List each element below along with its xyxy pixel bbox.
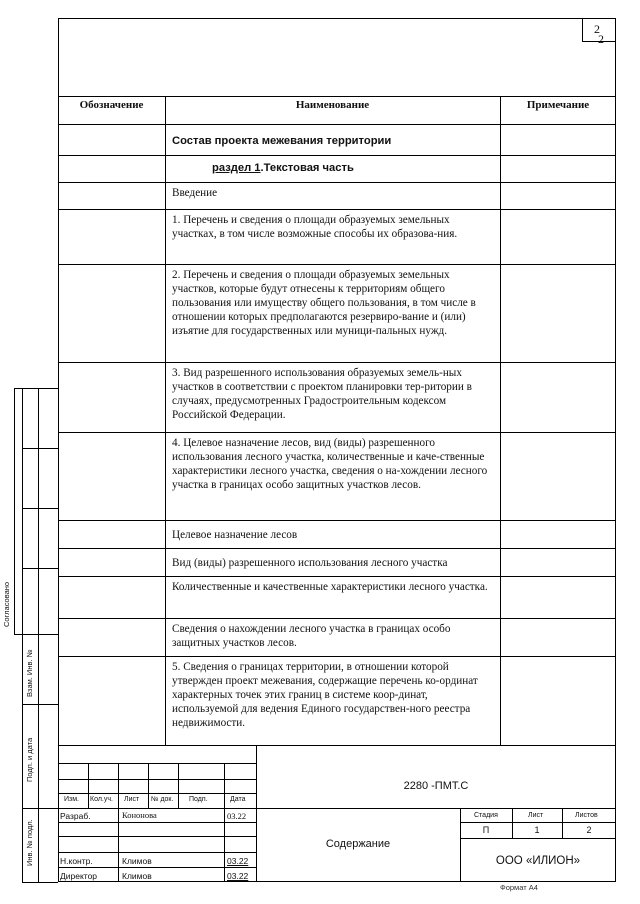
table-title: Состав проекта межевания территории [172,135,392,147]
col-qty: Кол.уч. [90,796,113,803]
row-5: 5. Сведения о границах территории, в отношении которой утвержден проект межевания, содержащие перечень ко-ординат характерных точек этих границ в системе коор-динат, используемой для ведения Единого государствен-ного реестра недвижимости. [172,661,478,729]
norm-control-name: Климов [122,856,152,866]
section-suffix: .Текстовая часть [260,162,354,174]
row-4: 4. Целевое назначение лесов, вид (виды) разрешенного использования лесного участка, количественные и каче-ственные характеристики лесного участка, сведения о на-хождении лесного участка в границах особо защитных участков лесов. [172,437,488,491]
document-code: 2280 -ПМТ.С [403,780,469,792]
row-3: 3. Вид разрешенного использования образуемых земель-ных участков в соответствии с проектом планировки тер-ритории в случаях, предусмотренных Градостроительным кодексом Российской Федерации. [172,367,472,421]
side-sign-date: Подп. и дата [25,737,34,782]
sheet-number-bottom: 2 [598,32,604,46]
col-change: Изм. [64,796,79,803]
developer-date: 03.22 [227,811,247,821]
norm-control-date: 03.22 [227,856,249,866]
col-date: Дата [230,796,246,803]
sheet-number-box [582,18,616,46]
section-prefix: раздел 1 [212,162,261,174]
row-intro: Введение [172,187,218,199]
sheet-number-top: 2 [594,22,600,36]
document-title: Содержание [325,838,391,850]
row-1: 1. Перечень и сведения о площади образуемых земельных участках, в том числе возможные способы их образова-ния. [172,214,458,240]
stage-label: Стадия [474,812,498,819]
section-heading [212,161,492,175]
header-designation: Обозначение [79,99,144,111]
developer-label: Разраб. [60,811,91,821]
company-name: ООО «ИЛИОН» [495,855,581,867]
format-label: Формат А4 [500,883,538,892]
header-name: Наименование [295,99,370,111]
sheets-value: 2 [586,825,592,835]
norm-control-label: Н.контр. [60,856,93,866]
side-agreed: Согласовано [2,581,11,627]
row-2: 2. Перечень и сведения о площади образуемых земельных участков, которые будут отнесены к территориям общего пользования или имуществу общего пользования, в том числе в отношении которых предполагаются резервиро-вание и (или) изъятие для государственных или муници-пальных нужд. [172,269,476,337]
col-doc: № док. [151,796,174,803]
side-inv-swap: Взам. Инв. № [25,649,34,697]
director-label: Директор [60,871,98,881]
header-note: Примечание [526,99,590,111]
sheet-value: 1 [534,825,540,835]
row-4-1: Целевое назначение лесов [172,529,298,541]
stage-value: П [482,825,490,835]
col-sheet: Лист [124,796,140,803]
director-name: Климов [122,871,152,881]
col-sign: Подп. [189,796,208,803]
developer-name: Кононова [122,810,157,820]
row-4-3: Количественные и качественные характеристики лесного участка. [172,581,488,593]
row-4-2: Вид (виды) разрешенного использования лесного участка [172,557,448,569]
sheets-label: Листов [575,812,598,819]
side-inv-orig: Инв. № подл. [25,819,34,866]
row-4-4: Сведения о нахождении лесного участка в границах особо защитных участков лесов. [172,623,451,649]
director-date: 03.22 [227,871,249,881]
sheet-label: Лист [528,812,544,819]
